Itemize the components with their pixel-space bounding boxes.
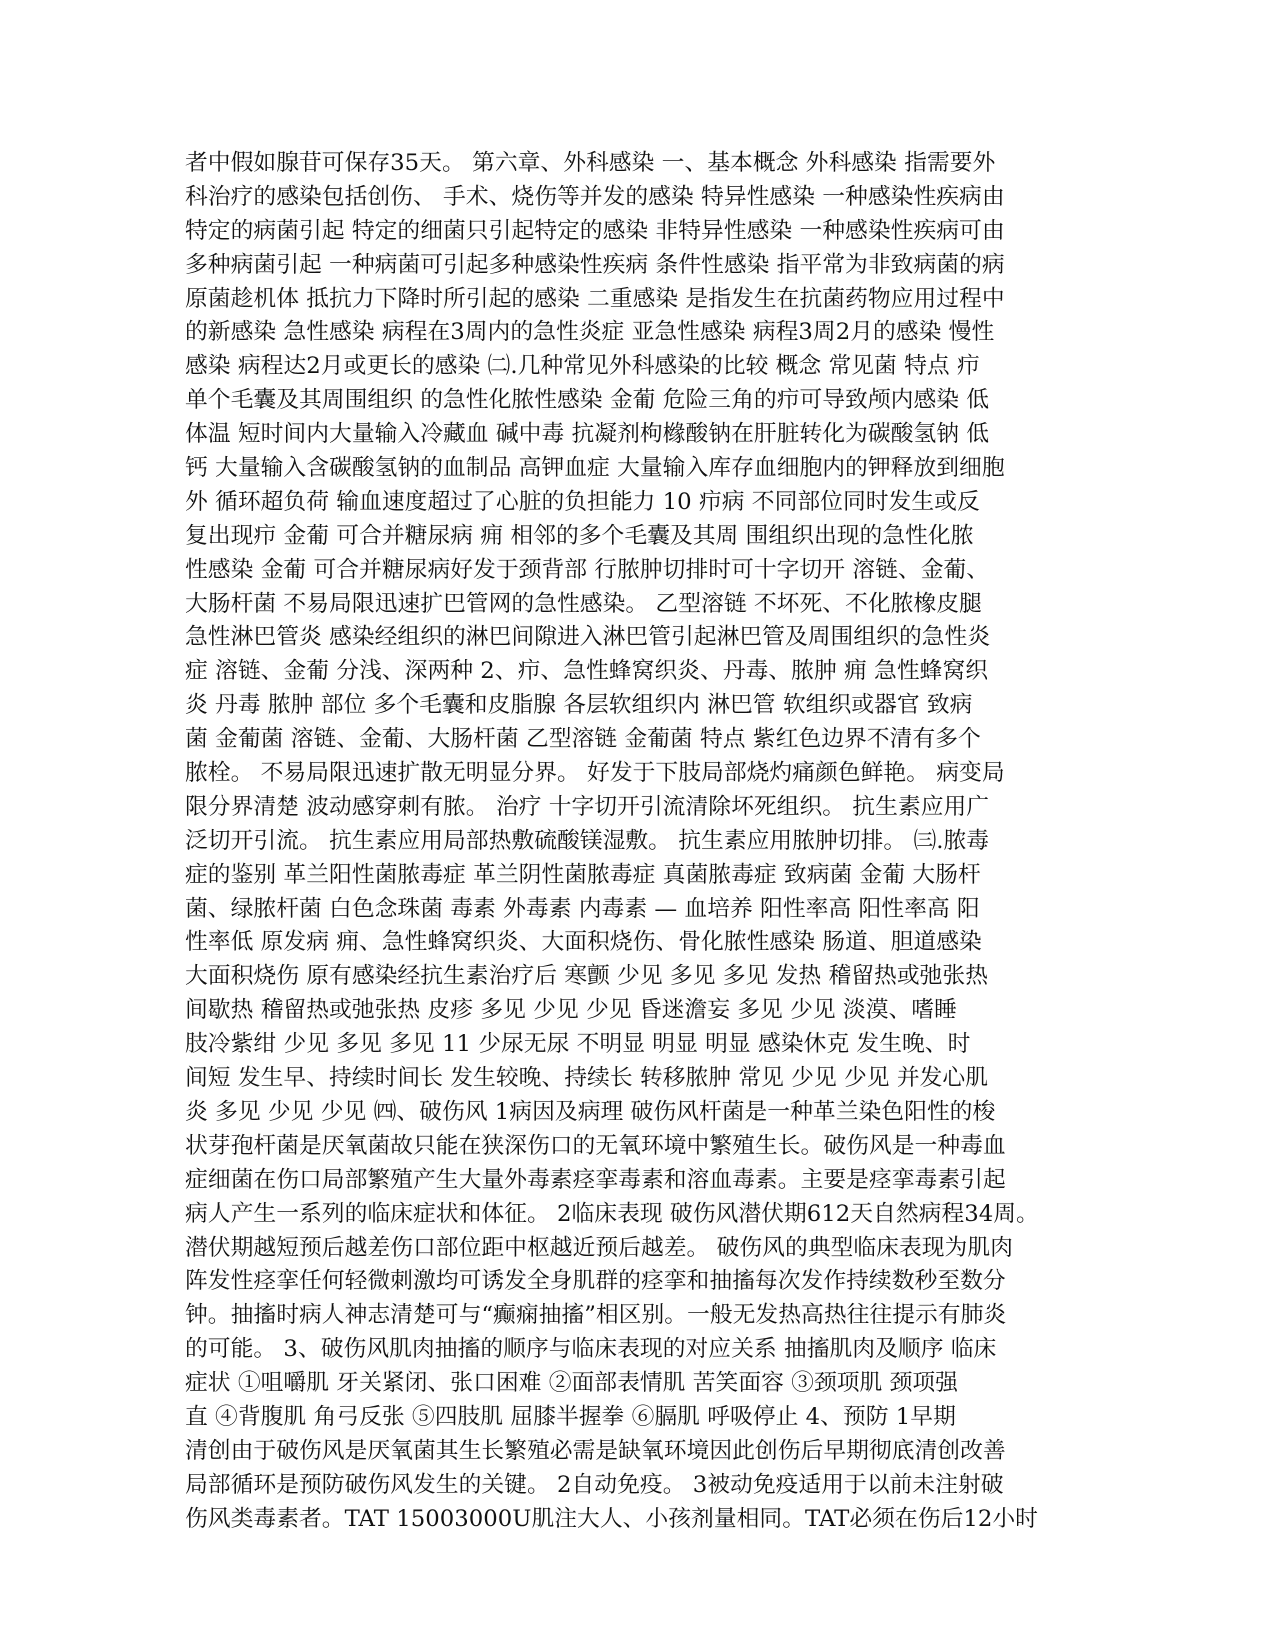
text-line: 性率低 原发病 痈、急性蜂窝织炎、大面积烧伤、骨化脓性感染 肠道、胆道感染 (185, 929, 982, 956)
text-line: 科治疗的感染包括创伤、 手术、烧伤等并发的感染 特异性感染 一种感染性疾病由 (185, 183, 1005, 210)
text-line: 者中假如腺苷可保存35天。 第六章、外科感染 一、基本概念 外科感染 指需要外 (185, 150, 996, 176)
text-line: 伤风类毒素者。TAT 15003000U肌注大人、小孩剂量相同。TAT必须在伤后12小时 (185, 1505, 1038, 1532)
text-line: 脓栓。 不易局限迅速扩散无明显分界。 好发于下肢局部烧灼痛颜色鲜艳。 病变局 (185, 760, 1005, 787)
text-line: 的新感染 急性感染 病程在3周内的急性炎症 亚急性感染 病程3周2月的感染 慢性 (185, 319, 995, 346)
text-line: 的可能。 3、破伤风肌肉抽搐的顺序与临床表现的对应关系 抽搐肌肉及顺序 临床 (185, 1336, 997, 1363)
text-line: 外 循环超负荷 输血速度超过了心脏的负担能力 10 疖病 不同部位同时发生或反 (185, 488, 980, 515)
text-line: 钟。抽搐时病人神志清楚可与“癫痫抽搐”相区别。一般无发热高热往往提示有肺炎 (185, 1302, 1007, 1329)
text-line: 病人产生一系列的临床症状和体征。 2临床表现 破伤风潜伏期612天自然病程34周。 (185, 1200, 1039, 1227)
text-line: 局部循环是预防破伤风发生的关键。 2自动免疫。 3被动免疫适用于以前未注射破 (185, 1471, 1004, 1498)
text-line: 特定的病菌引起 特定的细菌只引起特定的感染 非特异性感染 一种感染性疾病可由 (185, 217, 1005, 244)
text-line: 肢冷紫绀 少见 多见 多见 11 少尿无尿 不明显 明显 明显 感染休克 发生晚、时 (185, 1031, 971, 1058)
text-line: 多种病菌引起 一种病菌可引起多种感染性疾病 条件性感染 指平常为非致病菌的病 (185, 251, 1005, 278)
text-line: 症细菌在伤口局部繁殖产生大量外毒素痉挛毒素和溶血毒素。主要是痉挛毒素引起 (185, 1166, 1006, 1193)
text-line: 性感染 金葡 可合并糖尿病好发于颈背部 行脓肿切排时可十字切开 溶链、金葡、 (185, 556, 990, 583)
text-line: 体温 短时间内大量输入冷藏血 碱中毒 抗凝剂枸橼酸钠在肝脏转化为碳酸氢钠 低 (185, 421, 990, 448)
text-line: 大面积烧伤 原有感染经抗生素治疗后 寒颤 少见 多见 多见 发热 稽留热或弛张热 (185, 963, 989, 990)
text-line: 钙 大量输入含碳酸氢钠的血制品 高钾血症 大量输入库存血细胞内的钾释放到细胞 (185, 455, 1005, 482)
text-line: 菌 金葡菌 溶链、金葡、大肠杆菌 乙型溶链 金葡菌 特点 紫红色边界不清有多个 (185, 726, 981, 753)
text-line: 原菌趁机体 抵抗力下降时所引起的感染 二重感染 是指发生在抗菌药物应用过程中 (185, 285, 1005, 312)
text-line: 单个毛囊及其周围组织 的急性化脓性感染 金葡 危险三角的疖可导致颅内感染 低 (185, 387, 990, 414)
text-line: 大肠杆菌 不易局限迅速扩巴管网的急性感染。 乙型溶链 不坏死、不化脓橡皮腿 (185, 590, 982, 617)
text-line: 间歇热 稽留热或弛张热 皮疹 多见 少见 少见 昏迷澹妄 多见 少见 淡漠、嗜睡 (185, 997, 957, 1024)
text-line: 炎 多见 少见 少见 ㈣、破伤风 1病因及病理 破伤风杆菌是一种革兰染色阳性的梭 (185, 1098, 996, 1125)
text-line: 限分界清楚 波动感穿刺有脓。 治疗 十字切开引流清除坏死组织。 抗生素应用广 (185, 793, 990, 820)
text-line: 直 ④背腹肌 角弓反张 ⑤四肢肌 屈膝半握拳 ⑥膈肌 呼吸停止 4、预防 1早期 (185, 1403, 956, 1430)
text-line: 症 溶链、金葡 分浅、深两种 2、疖、急性蜂窝织炎、丹毒、脓肿 痈 急性蜂窝织 (185, 658, 989, 685)
body-text (185, 147, 1090, 1537)
text-line: 阵发性痉挛任何轻微刺激均可诱发全身肌群的痉挛和抽搐每次发作持续数秒至数分 (185, 1268, 1006, 1295)
text-line: 清创由于破伤风是厌氧菌其生长繁殖必需是缺氧环境因此创伤后早期彻底清创改善 (185, 1437, 1006, 1464)
text-line: 症的鉴别 革兰阳性菌脓毒症 革兰阴性菌脓毒症 真菌脓毒症 致病菌 金葡 大肠杆 (185, 861, 981, 888)
text-line: 间短 发生早、持续时间长 发生较晚、持续长 转移脓肿 常见 少见 少见 并发心肌 (185, 1065, 989, 1092)
text-line: 泛切开引流。 抗生素应用局部热敷硫酸镁湿敷。 抗生素应用脓肿切排。 ㈢.脓毒 (185, 827, 990, 854)
text-line: 炎 丹毒 脓肿 部位 多个毛囊和皮脂腺 各层软组织内 淋巴管 软组织或器官 致病 (185, 692, 973, 719)
text-line: 急性淋巴管炎 感染经组织的淋巴间隙进入淋巴管引起淋巴管及周围组织的急性炎 (185, 624, 991, 651)
text-line: 潜伏期越短预后越差伤口部位距中枢越近预后越差。 破伤风的典型临床表现为肌肉 (185, 1234, 1013, 1261)
text-line: 菌、绿脓杆菌 白色念珠菌 毒素 外毒素 内毒素 — 血培养 阳性率高 阳性率高 阳 (185, 895, 980, 922)
text-line: 状芽孢杆菌是厌氧菌故只能在狭深伤口的无氧环境中繁殖生长。破伤风是一种毒血 (185, 1132, 1006, 1159)
text-line: 感染 病程达2月或更长的感染 ㈡.几种常见外科感染的比较 概念 常见菌 特点 疖 (185, 353, 980, 380)
text-line: 症状 ①咀嚼肌 牙关紧闭、张口困难 ②面部表情肌 苦笑面容 ③颈项肌 颈项强 (185, 1370, 958, 1397)
text-line: 复出现疖 金葡 可合并糖尿病 痈 相邻的多个毛囊及其周 围组织出现的急性化脓 (185, 522, 974, 549)
